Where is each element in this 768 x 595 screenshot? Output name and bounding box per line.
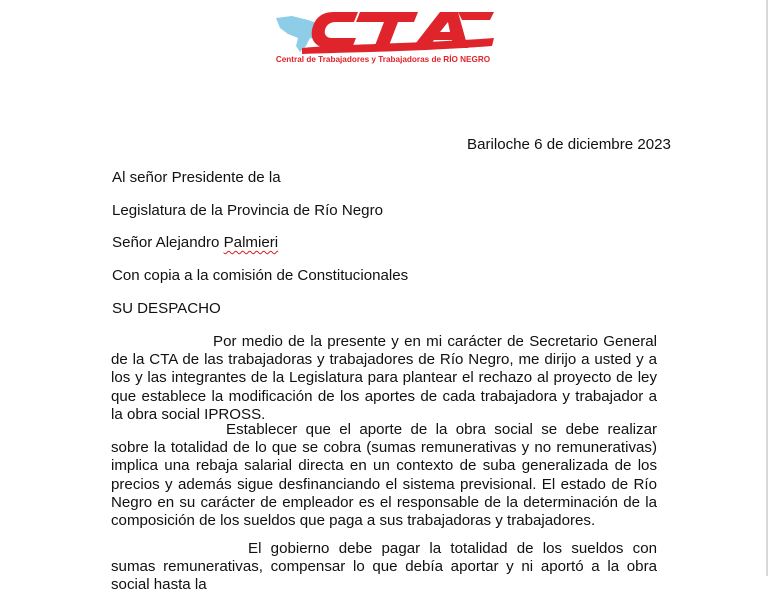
- cta-logo-graphic: [262, 0, 504, 82]
- letter-c: [312, 12, 358, 48]
- letter-date: Bariloche 6 de diciembre 2023: [467, 136, 671, 153]
- address-line-despacho: SU DESPACHO: [112, 300, 221, 317]
- paragraph-text: Establecer que el aporte de la obra social se debe realizar sobre la totalidad de lo que se cobra (sumas remunerativas y no remunerativas) implica una rebaja salarial directa en un contexto de suba generalizada de los precios y además sigue desfinanciando el sistema previsional. El estado de Río Negro en su carácter de empleador es el responsable de la determinación de la composición de los sueldos que paga a sus trabajadoras y trabajadores.: [111, 421, 657, 530]
- logo-caption: Central de Trabajadores y Trabajadoras de RÍO NEGRO: [275, 55, 491, 64]
- body-paragraph-2: [111, 421, 657, 530]
- body-paragraph-1: [111, 333, 657, 424]
- address-line-copy: Con copia a la comisión de Constitucionales: [112, 267, 409, 284]
- letter-a-tail: [458, 12, 494, 20]
- paragraph-text: El gobierno debe pagar la totalidad de los sueldos con sumas remunerativas, compensar lo que debía aportar y ni aportó a la obra social hasta la: [111, 540, 657, 594]
- address-line-president: Al señor Presidente de la: [112, 169, 281, 186]
- body-paragraph-3: [111, 540, 657, 595]
- address-line-addressee: [112, 234, 278, 252]
- address-line-legislature: Legislatura de la Provincia de Río Negro: [112, 202, 384, 219]
- addressee-name: Señor Alejandro: [112, 234, 224, 251]
- cta-logo: [262, 0, 504, 82]
- addressee-surname-spellcheck: Palmieri: [223, 234, 279, 251]
- paragraph-text: Por medio de la presente y en mi carácter de Secretario General de la CTA de las trabajadoras y trabajadores de Río Negro, me dirijo a usted y a los y las integrantes de la Legislatura para plantear el rechazo al proyecto de ley que establece la modificación de los aportes de cada trabajadora y trabajador a la obra social IPROSS.: [111, 333, 657, 423]
- letter-t: [356, 12, 418, 48]
